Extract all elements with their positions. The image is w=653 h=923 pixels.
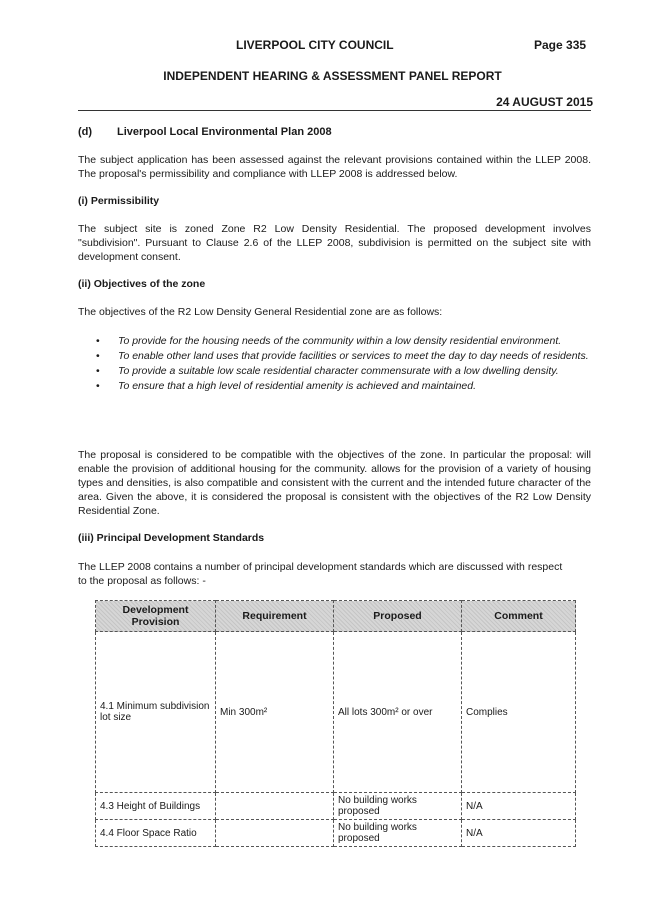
section-title: Liverpool Local Environmental Plan 2008	[117, 126, 332, 138]
council-name: LIVERPOOL CITY COUNCIL	[236, 38, 394, 52]
table-cell	[216, 793, 334, 820]
table-cell: All lots 300m² or over	[334, 632, 462, 793]
standards-heading: (iii) Principal Development Standards	[78, 532, 265, 544]
list-item: • To provide for the housing needs of the community within a low density residential environment.	[96, 335, 562, 347]
header-divider	[78, 110, 591, 111]
page-number: Page 335	[534, 38, 587, 52]
permissibility-text: The subject site is zoned Zone R2 Low Density Residential. The proposed development involves "subdivision". Pursuant to Clause 2.6 of the LLEP 2008, subdivision is permitted on the subject site with development consent.	[78, 223, 591, 263]
table-cell: 4.3 Height of Buildings	[96, 793, 216, 820]
list-item: • To ensure that a high level of residential amenity is achieved and maintained.	[96, 380, 476, 392]
column-header: Proposed	[334, 601, 462, 632]
table-cell: Min 300m²	[216, 632, 334, 793]
list-item: • To enable other land uses that provide facilities or services to meet the day to day needs of residents.	[96, 350, 589, 362]
objectives-intro: The objectives of the R2 Low Density General Residential zone are as follows:	[78, 306, 443, 318]
bullet-icon: •	[96, 380, 100, 392]
report-date: 24 AUGUST 2015	[496, 95, 593, 109]
table-cell: Complies	[462, 632, 576, 793]
bullet-icon: •	[96, 335, 100, 347]
table-cell: N/A	[462, 793, 576, 820]
bullet-icon: •	[96, 350, 100, 362]
report-title: INDEPENDENT HEARING & ASSESSMENT PANEL REPORT	[163, 69, 502, 83]
table-cell: No building works proposed	[334, 820, 462, 847]
table-row	[96, 820, 576, 847]
standards-table	[95, 600, 576, 847]
section-letter: (d)	[78, 126, 93, 138]
bullet-icon: •	[96, 365, 100, 377]
column-header: Requirement	[216, 601, 334, 632]
table-header-row	[96, 601, 576, 632]
table-cell: 4.1 Minimum subdivision lot size	[96, 632, 216, 793]
table-row	[96, 632, 576, 793]
table-cell	[216, 820, 334, 847]
objectives-conclusion: The proposal is considered to be compatible with the objectives of the zone. In particular the proposal: will enable the provision of additional housing for the community. allows for the provision of a variety of housing types and densities, is also compatible and consistent with the current and the intended future character of the area. Given the above, it is considered the proposal is consistent with the objectives of the R2 Low Density Residential Zone.	[78, 449, 591, 517]
table-row	[96, 793, 576, 820]
table-cell: N/A	[462, 820, 576, 847]
table-cell: 4.4 Floor Space Ratio	[96, 820, 216, 847]
section-intro: The subject application has been assessed against the relevant provisions contained within the LLEP 2008. The proposal's permissibility and compliance with LLEP 2008 is addressed below.	[78, 154, 591, 180]
objectives-list	[78, 334, 591, 394]
column-header: Comment	[462, 601, 576, 632]
table-cell: No building works proposed	[334, 793, 462, 820]
objectives-heading: (ii) Objectives of the zone	[78, 278, 206, 290]
column-header: Development Provision	[96, 601, 216, 632]
permissibility-heading: (i) Permissibility	[78, 195, 160, 207]
list-item: • To provide a suitable low scale residential character commensurate with a low dwelling density.	[96, 365, 559, 377]
standards-intro: The LLEP 2008 contains a number of principal development standards which are discussed with respect to the proposal as follows: -	[78, 561, 563, 587]
